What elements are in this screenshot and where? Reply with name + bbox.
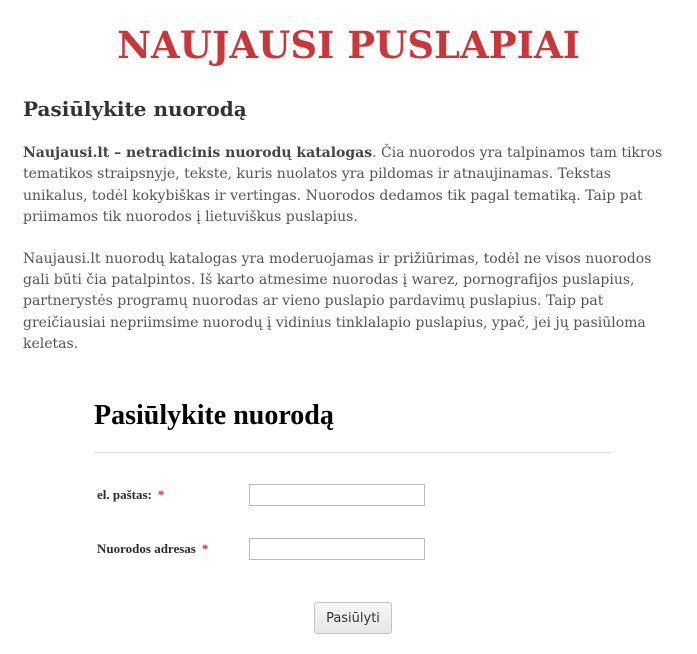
form-title: Pasiūlykite nuorodą xyxy=(94,400,334,431)
url-required-mark: * xyxy=(201,541,209,556)
email-label xyxy=(97,487,164,503)
intro-paragraph-1-text: . Čia nuorodos yra talpinamos tam tikros tematikos straipsnyje, tekste, kuris nuolatos yra pildomas ir atnaujinamas. Tekstas unikalus, todėl kokybiškas ir vertingas. Nuorodos dedamos tik pagal tematiką. Taip pat priimamos tik nuorodos į lietuviškus puslapius. xyxy=(23,145,663,225)
intro-paragraph-1 xyxy=(23,143,678,228)
email-label-text: el. paštas: xyxy=(97,487,152,502)
email-required-mark: * xyxy=(157,487,165,502)
email-input[interactable] xyxy=(249,484,425,506)
form-divider xyxy=(94,452,612,453)
submit-button[interactable]: Pasiūlyti xyxy=(314,602,392,634)
url-input[interactable] xyxy=(249,538,425,560)
intro-text xyxy=(23,143,678,355)
url-label xyxy=(97,541,208,557)
intro-paragraph-2: Naujausi.lt nuorodų katalogas yra moderuojamas ir prižiūrimas, todėl ne visos nuorodos gali būti čia patalpintos. Iš karto atmesime nuorodas į warez, pornografijos puslapius, partnerystės programų nuorodas ar vieno puslapio pardavimų puslapius. Taip pat greičiausiai nepriimsime nuorodų į vidinius tinklalapio puslapius, ypač, jei jų pasiūloma keletas. xyxy=(23,250,652,352)
suggest-link-form xyxy=(94,388,612,626)
intro-site-name: Naujausi.lt – netradicinis nuorodų katalogas xyxy=(23,145,373,161)
url-label-text: Nuorodos adresas xyxy=(97,541,196,556)
page-heading: Pasiūlykite nuorodą xyxy=(23,97,247,121)
site-title: NAUJAUSI PUSLAPIAI xyxy=(117,23,580,67)
